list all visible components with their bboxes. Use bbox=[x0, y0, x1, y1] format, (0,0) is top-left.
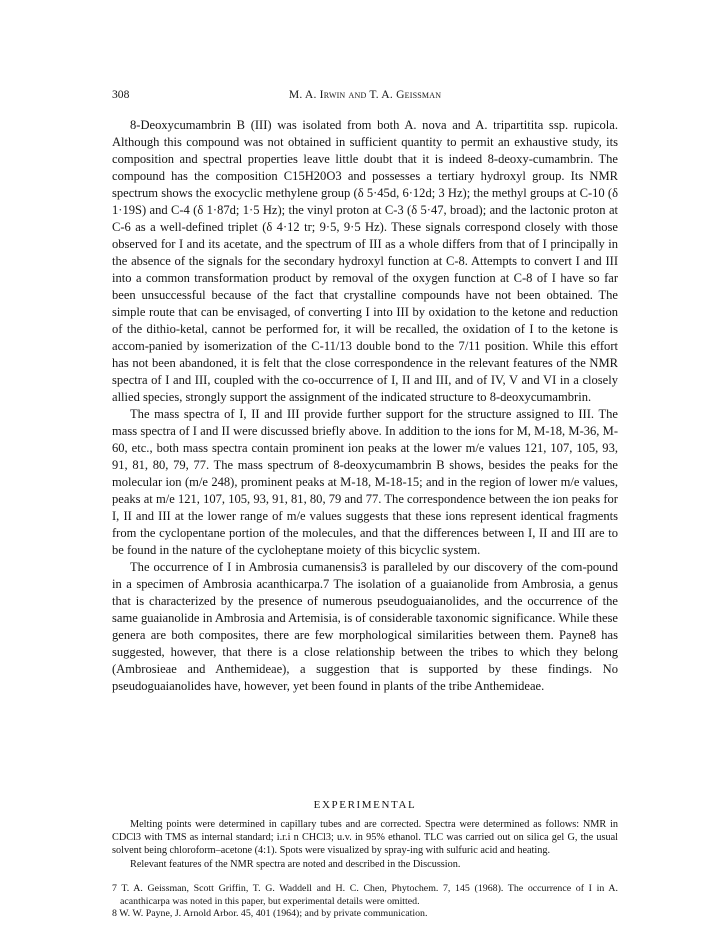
running-title: M. A. Irwin and T. A. Geissman bbox=[288, 88, 442, 101]
paragraph-mass-spectra: The mass spectra of I, II and III provide further support for the structure assigned to III. The mass spectra of I and II were discussed briefly above. In addition to the ions for M, M-18, M-36, M-60, etc., both mass spectra contain prominent ion peaks at the lower m/e values 121, 107, 105, 93, 91, 81, 80, 79, 77. The mass spectrum of 8-deoxycumambrin B shows, besides the peaks for the molecular ion (m/e 248), prominent peaks at M-18, M-18-15; and in the region of lower m/e values, peaks at m/e 121, 107, 105, 93, 91, 81, 80, 79 and 77. The correspondence between the ion peaks for I, II and III at the lower range of m/e values suggests that these ions represent identical fragments from the cyclopentane portion of the molecules, and that the differences between I, II and III are to be found in the nature of the cycloheptane moiety of this bicyclic system. bbox=[112, 407, 618, 557]
page-number: 308 bbox=[112, 88, 130, 101]
experimental-nmr-note: Relevant features of the NMR spectra are noted and described in the Discussion. bbox=[130, 858, 461, 870]
footnote-8: 8 W. W. Payne, J. Arnold Arbor. 45, 401 (1964); and by private communication. bbox=[112, 908, 428, 920]
page-header bbox=[112, 88, 618, 106]
footnotes bbox=[112, 883, 618, 921]
footnote-7: 7 T. A. Geissman, Scott Griffin, T. G. Waddell and H. C. Chen, Phytochem. 7, 145 (1968). The occurrence of I in A. acanthicarpa was noted in this paper, but experimental details were omitted. bbox=[112, 883, 618, 907]
experimental-methods: Melting points were determined in capillary tubes and are corrected. Spectra were determined as follows: NMR in CDCl3 with TMS as internal standard; i.r.i n CHCl3; u.v. in 95% ethanol. TLC was carried out on silica gel G, the usual solvent being chloroform–acetone (4:1). Spots were visualized by spray-ing with sulfuric acid and heating. bbox=[112, 819, 618, 857]
section-heading-experimental: EXPERIMENTAL bbox=[313, 799, 417, 811]
paragraph-occurrence: The occurrence of I in Ambrosia cumanensis3 is paralleled by our discovery of the com-pound in a specimen of Ambrosia acanthicarpa.7 The isolation of a guaianolide from Ambrosia, a genus that is characterized by the presence of numerous pseudoguaianolides, and the occurrence of the same guaianolide in Ambrosia and Artemisia, is of considerable taxonomic significance. While these genera are both composites, there are few morphological similarities between them. Payne8 has suggested, however, that there is a close relationship between the tribes to which they belong (Ambrosieae and Anthemideae), a suggestion that is supported by these findings. No pseudoguaianolides have, however, yet been found in plants of the tribe Anthemideae. bbox=[112, 560, 618, 693]
body-text bbox=[112, 117, 618, 695]
paragraph-deoxycumambrin: 8-Deoxycumambrin B (III) was isolated from both A. nova and A. tripartitita ssp. rupicola. Although this compound was not obtained in sufficient quantity to permit an exhaustive study, its composition and spectral properties leave little doubt that it is indeed 8-deoxy-cumambrin. The compound has the composition C15H20O3 and possesses a tertiary hydroxyl group. Its NMR spectrum shows the exocyclic methylene group (δ 5·45d, 6·12d; 3 Hz); the methyl groups at C-10 (δ 1·19S) and C-4 (δ 1·87d; 1·5 Hz); the vinyl proton at C-3 (δ 5·47, broad); and the lactonic proton at C-6 as a well-defined triplet (δ 4·12 tr; 9·5, 9·5 Hz). These signals correspond closely with those observed for I and its acetate, and the spectrum of III as a whole differs from that of I principally in the absence of the signals for the secondary hydroxyl function at C-8. Attempts to convert I and III into a common transformation product by removal of the oxygen function at C-8 of I have so far been unsuccessful because of the fact that crystalline compounds have not been obtained. The simple route that can be envisaged, of converting I into III by oxidation to the ketone and reduction of the dithio-ketal, cannot be performed for, it will be recalled, the oxidation of I to the ketone is accom-panied by isomerization of the C-11/13 double bond to the 7/11 position. While this effort has not been abandoned, it is felt that the close correspondence in the relevant features of the NMR spectra of I and III, coupled with the co-occurrence of I, II and III, and of IV, V and VI in a closely allied species, strongly support the assignment of the indicated structure to 8-deoxycumambrin. bbox=[112, 118, 618, 404]
experimental-text bbox=[112, 818, 618, 871]
